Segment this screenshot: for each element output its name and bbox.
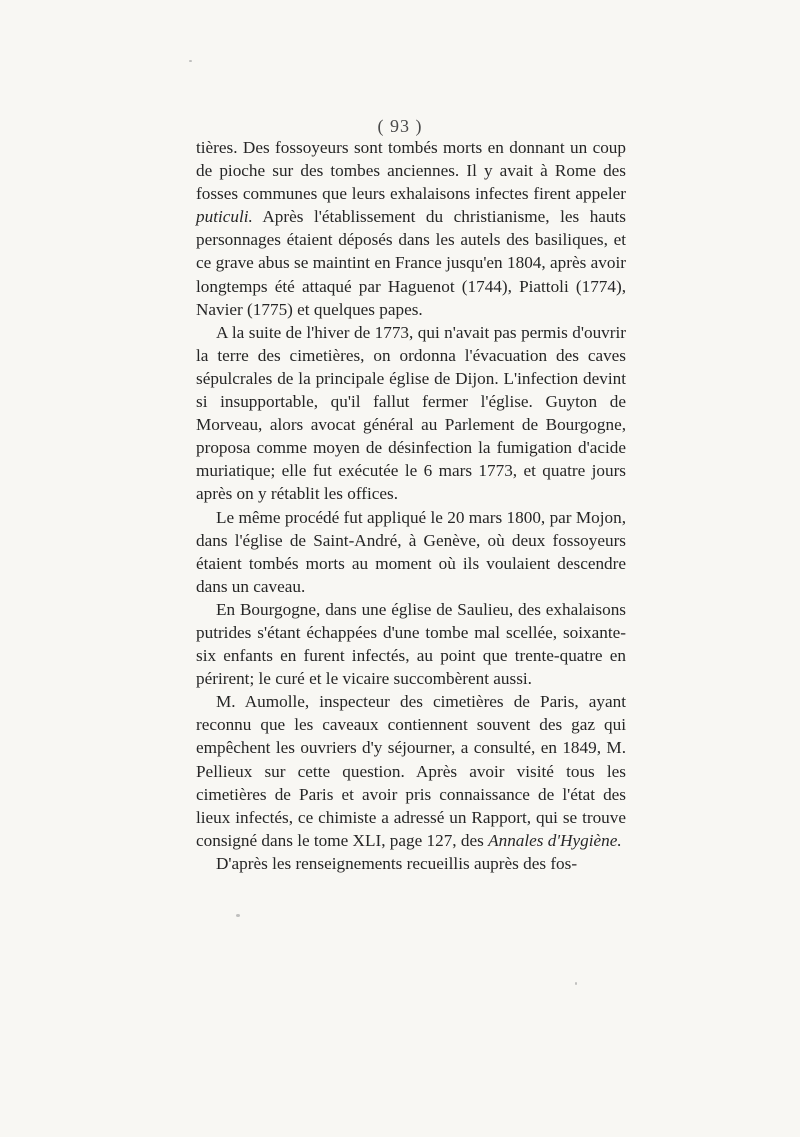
paragraph-1 <box>196 136 626 321</box>
paragraph-5-text: M. Aumolle, inspecteur des cimetières de Paris, ayant reconnu que les caveaux contiennent souvent des gaz qui empêchent les ouvriers d'y séjourner, a consulté, en 1849, M. Pellieux sur cette question. Après avoir visité tous les cimetières de Paris et avoir pris connaissance de l'état des lieux infectés, ce chimiste a adressé un Rapport, qui se trouve consigné dans le tome XLI, page 127, des <box>196 692 626 850</box>
paragraph-1-text-b: Après l'établissement du christianisme, les hauts personnages étaient déposés dans les autels des basiliques, et ce grave abus se maintint en France jusqu'en 1804, après avoir longtemps été attaqué par Haguenot (1744), Piattoli (1774), Navier (1775) et quelques papes. <box>196 207 626 319</box>
page-number: ( 93 ) <box>377 116 423 136</box>
paragraph-2-text: A la suite de l'hiver de 1773, qui n'avait pas permis d'ouvrir la terre des cimetières, on ordonna l'évacuation des caves sépulcrales de la principale église de Dijon. L'infection devint si insupportable, qu'il fallut fermer l'église. Guyton de Morveau, alors avocat général au Parlement de Bourgogne, proposa comme moyen de désinfection la fumigation d'acide muriatique; elle fut exécutée le 6 mars 1773, et quatre jours après on y rétablit les offices. <box>196 322 626 504</box>
paragraph-3 <box>196 506 626 598</box>
paragraph-6 <box>196 852 626 875</box>
paragraph-1-text-a: tières. Des fossoyeurs sont tombés morts en donnant un coup de pioche sur des tombes anciennes. Il y avait à Rome des fosses communes que leurs exhalaisons infectes firent appeler <box>196 138 626 204</box>
paragraph-6-text: D'après les renseignements recueillis auprès des fos- <box>216 853 578 873</box>
paper-speck <box>236 914 240 917</box>
paragraph-4-text: En Bourgogne, dans une église de Saulieu, des exhalaisons putrides s'étant échappées d'une tombe mal scellée, soixante-six enfants en furent infectés, au point que trente-quatre en périrent; le curé et le vicaire succombèrent aussi. <box>196 599 626 689</box>
paragraph-3-text: Le même procédé fut appliqué le 20 mars 1800, par Mojon, dans l'église de Saint-André, à Genève, où deux fossoyeurs étaient tombés morts au moment où ils voulaient descendre dans un caveau. <box>196 507 626 596</box>
paper-speck <box>189 60 192 62</box>
paper-speck <box>575 982 577 985</box>
body-text <box>196 136 626 875</box>
paragraph-5 <box>196 690 626 852</box>
paragraph-5-italic-title: Annales d'Hygiène. <box>488 830 622 850</box>
paragraph-1-italic-term: puticuli. <box>196 207 253 227</box>
paragraph-4 <box>196 598 626 690</box>
paragraph-2 <box>196 321 626 506</box>
